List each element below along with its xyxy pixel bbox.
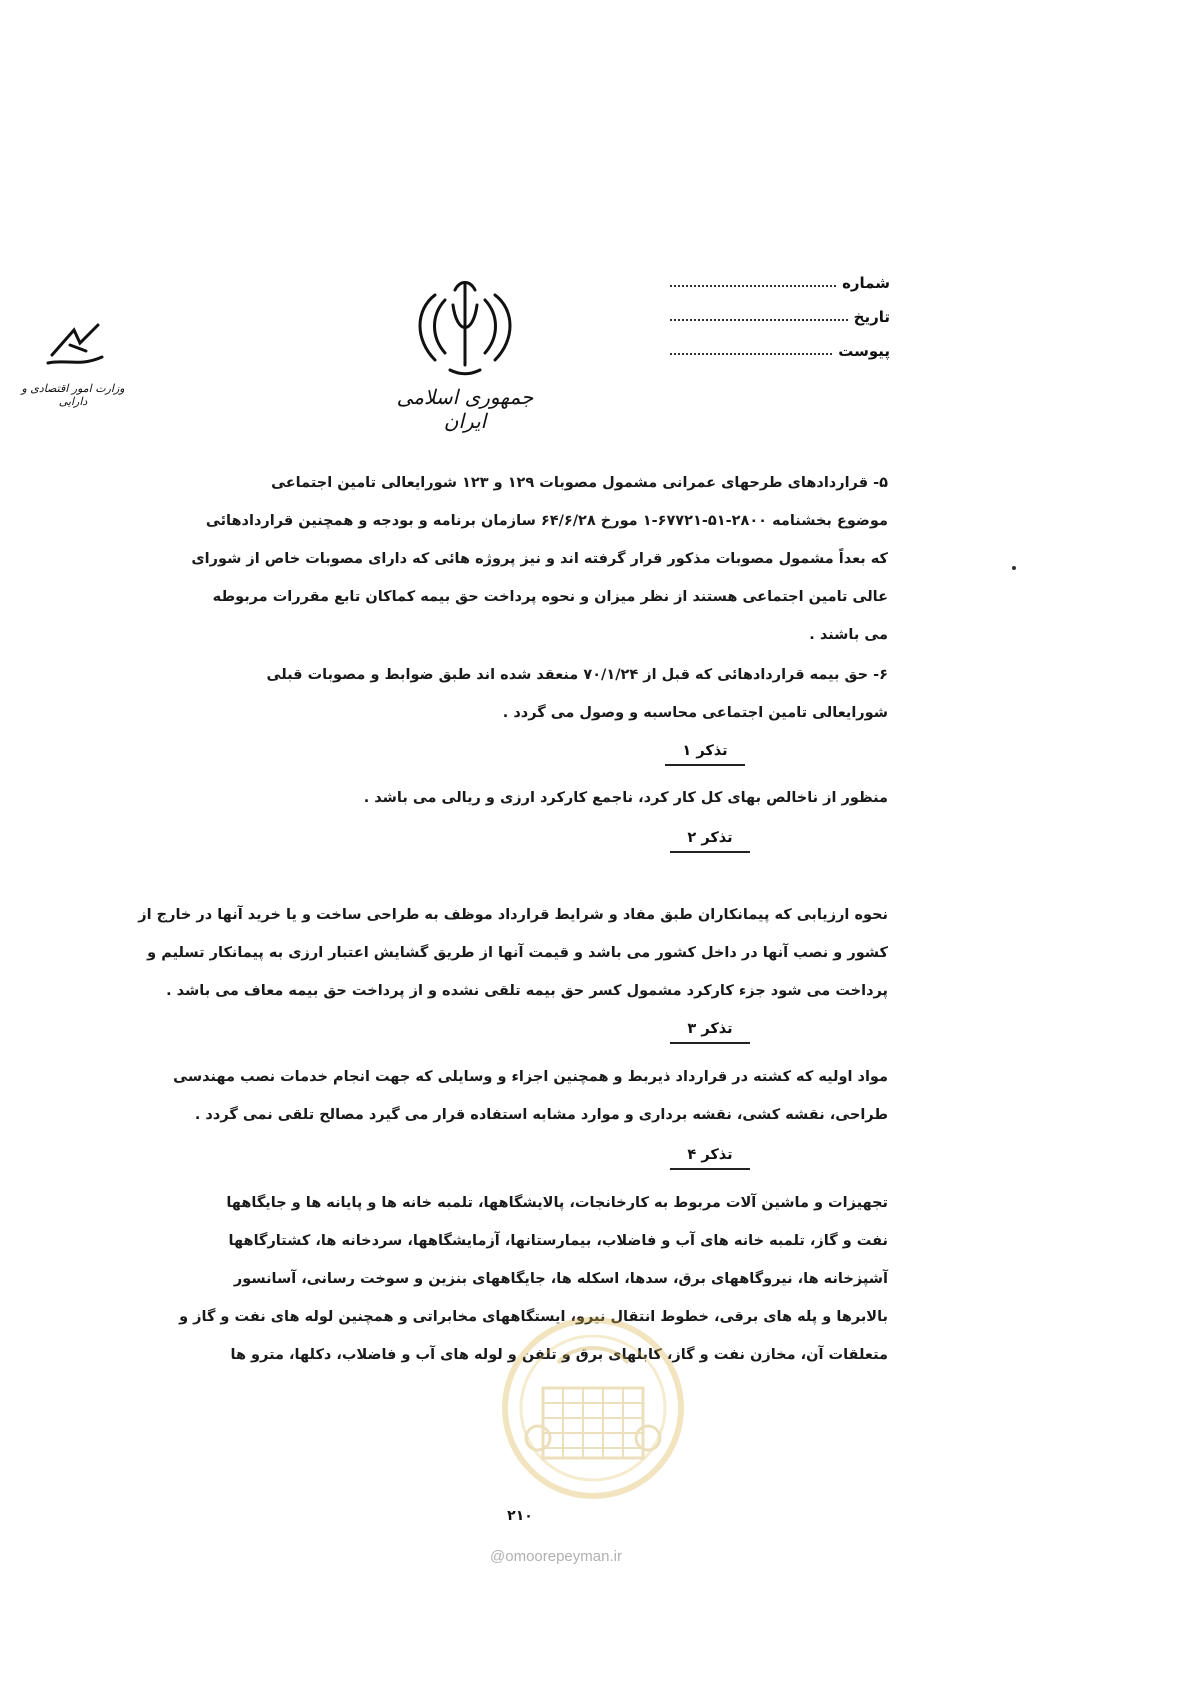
watermark-seal bbox=[498, 1308, 688, 1508]
iran-emblem-icon bbox=[405, 265, 525, 380]
note2-heading: تذکر ۲ bbox=[670, 825, 750, 853]
ministry-logo-icon bbox=[40, 315, 110, 375]
note4-line: آشپزخانه ها، نیروگاههای برق، سدها، اسکله ها، جایگاههای بنزین و سوخت رسانی، آسانسور bbox=[233, 1271, 888, 1287]
watermark-seal-icon bbox=[498, 1308, 688, 1508]
body-line: عالی تامین اجتماعی هستند از نظر میزان و نحوه پرداخت حق بیمه کماکان تابع مقررات مربوطه bbox=[212, 589, 888, 605]
ministry-text: وزارت امور اقتصادی و دارایی bbox=[21, 382, 125, 408]
attachment-dotted-line bbox=[670, 353, 832, 355]
note4-line: بالابرها و پله های برقی، خطوط انتقال نیرو، ایستگاههای مخابراتی و همچنین لوله های نفت و گاز و bbox=[179, 1309, 888, 1325]
body-line: شورایعالی تامین اجتماعی محاسبه و وصول می گردد . bbox=[502, 705, 888, 721]
body-line: که بعداً مشمول مصوبات مذکور قرار گرفته اند و نیز پروژه هائی که دارای مصوبات خاص از شورای bbox=[191, 551, 888, 567]
emblem-title: جمهوری اسلامی ایران bbox=[396, 385, 534, 433]
note2-line: نحوه ارزیابی که پیمانکاران طبق مفاد و شرایط قرارداد موظف به طراحی ساخت و یا خرید آنها در خارج از bbox=[138, 907, 888, 923]
number-field bbox=[670, 262, 890, 292]
note1-heading: تذکر ۱ bbox=[665, 738, 745, 766]
note4-line: متعلقات آن، مخازن نفت و گاز، کابلهای برق و تلفن و لوله های آب و فاضلاب، دکلها، مترو ها bbox=[230, 1347, 888, 1363]
watermark-url: @omoorepeyman.ir bbox=[490, 1548, 622, 1565]
note4-line: نفت و گاز، تلمبه خانه های آب و فاضلاب، بیمارستانها، آزمایشگاهها، سردخانه ها، کشتارگاهها bbox=[228, 1233, 888, 1249]
note4-heading: تذکر ۴ bbox=[670, 1142, 750, 1170]
note3-heading: تذکر ۳ bbox=[670, 1016, 750, 1044]
note2-line: کشور و نصب آنها در داخل کشور می باشد و قیمت آنها از طریق گشایش اعتبار ارزی به پیمانکار تسلیم و bbox=[147, 945, 888, 961]
note3-line: طراحی، نقشه کشی، نقشه برداری و موارد مشابه استفاده قرار می گیرد مصالح تلقی نمی گردد . bbox=[194, 1107, 888, 1123]
note3-line: مواد اولیه که کشته در قرارداد ذیربط و همچنین اجزاء و وسایلی که جهت انجام خدمات نصب مهندسی bbox=[173, 1069, 888, 1085]
body-line: ۶- حق بیمه قراردادهائی که قبل از ۷۰/۱/۲۴ منعقد شده اند طبق ضوابط و مصوبات قبلی bbox=[266, 667, 888, 683]
attachment-field bbox=[670, 330, 890, 360]
scan-dot bbox=[1012, 566, 1016, 570]
number-label: شماره bbox=[842, 274, 890, 292]
emblem-logo bbox=[405, 265, 525, 380]
note2-line: پرداخت می شود جزء کارکرد مشمول کسر حق بیمه تلقی نشده و از پرداخت حق بیمه معاف می باشد . bbox=[166, 983, 888, 999]
body-line: ۵- قراردادهای طرحهای عمرانی مشمول مصوبات ۱۲۹ و ۱۲۳ شورایعالی تامین اجتماعی bbox=[271, 475, 888, 491]
note1-line: منظور از ناخالص بهای کل کار کرد، ناجمع کارکرد ارزی و ریالی می باشد . bbox=[363, 790, 888, 806]
date-label: تاریخ bbox=[853, 308, 890, 326]
date-field bbox=[670, 296, 890, 326]
number-dotted-line bbox=[670, 285, 836, 287]
body-line: موضوع بخشنامه ۲۸۰۰-۵۱-۶۷۷۲۱-۱ مورخ ۶۴/۶/۲۸ سازمان برنامه و بودجه و همچنین قراردادهائی bbox=[205, 513, 888, 529]
attachment-label: پیوست bbox=[838, 342, 890, 360]
body-line: می باشند . bbox=[809, 627, 888, 643]
page-number: ۲۱۰ bbox=[507, 1508, 533, 1524]
note4-line: تجهیزات و ماشین آلات مربوط به کارخانجات، پالایشگاهها، تلمبه خانه ها و پایانه ها و جایگاهها bbox=[226, 1195, 888, 1211]
date-dotted-line bbox=[670, 319, 848, 321]
ministry-logo bbox=[40, 315, 110, 375]
